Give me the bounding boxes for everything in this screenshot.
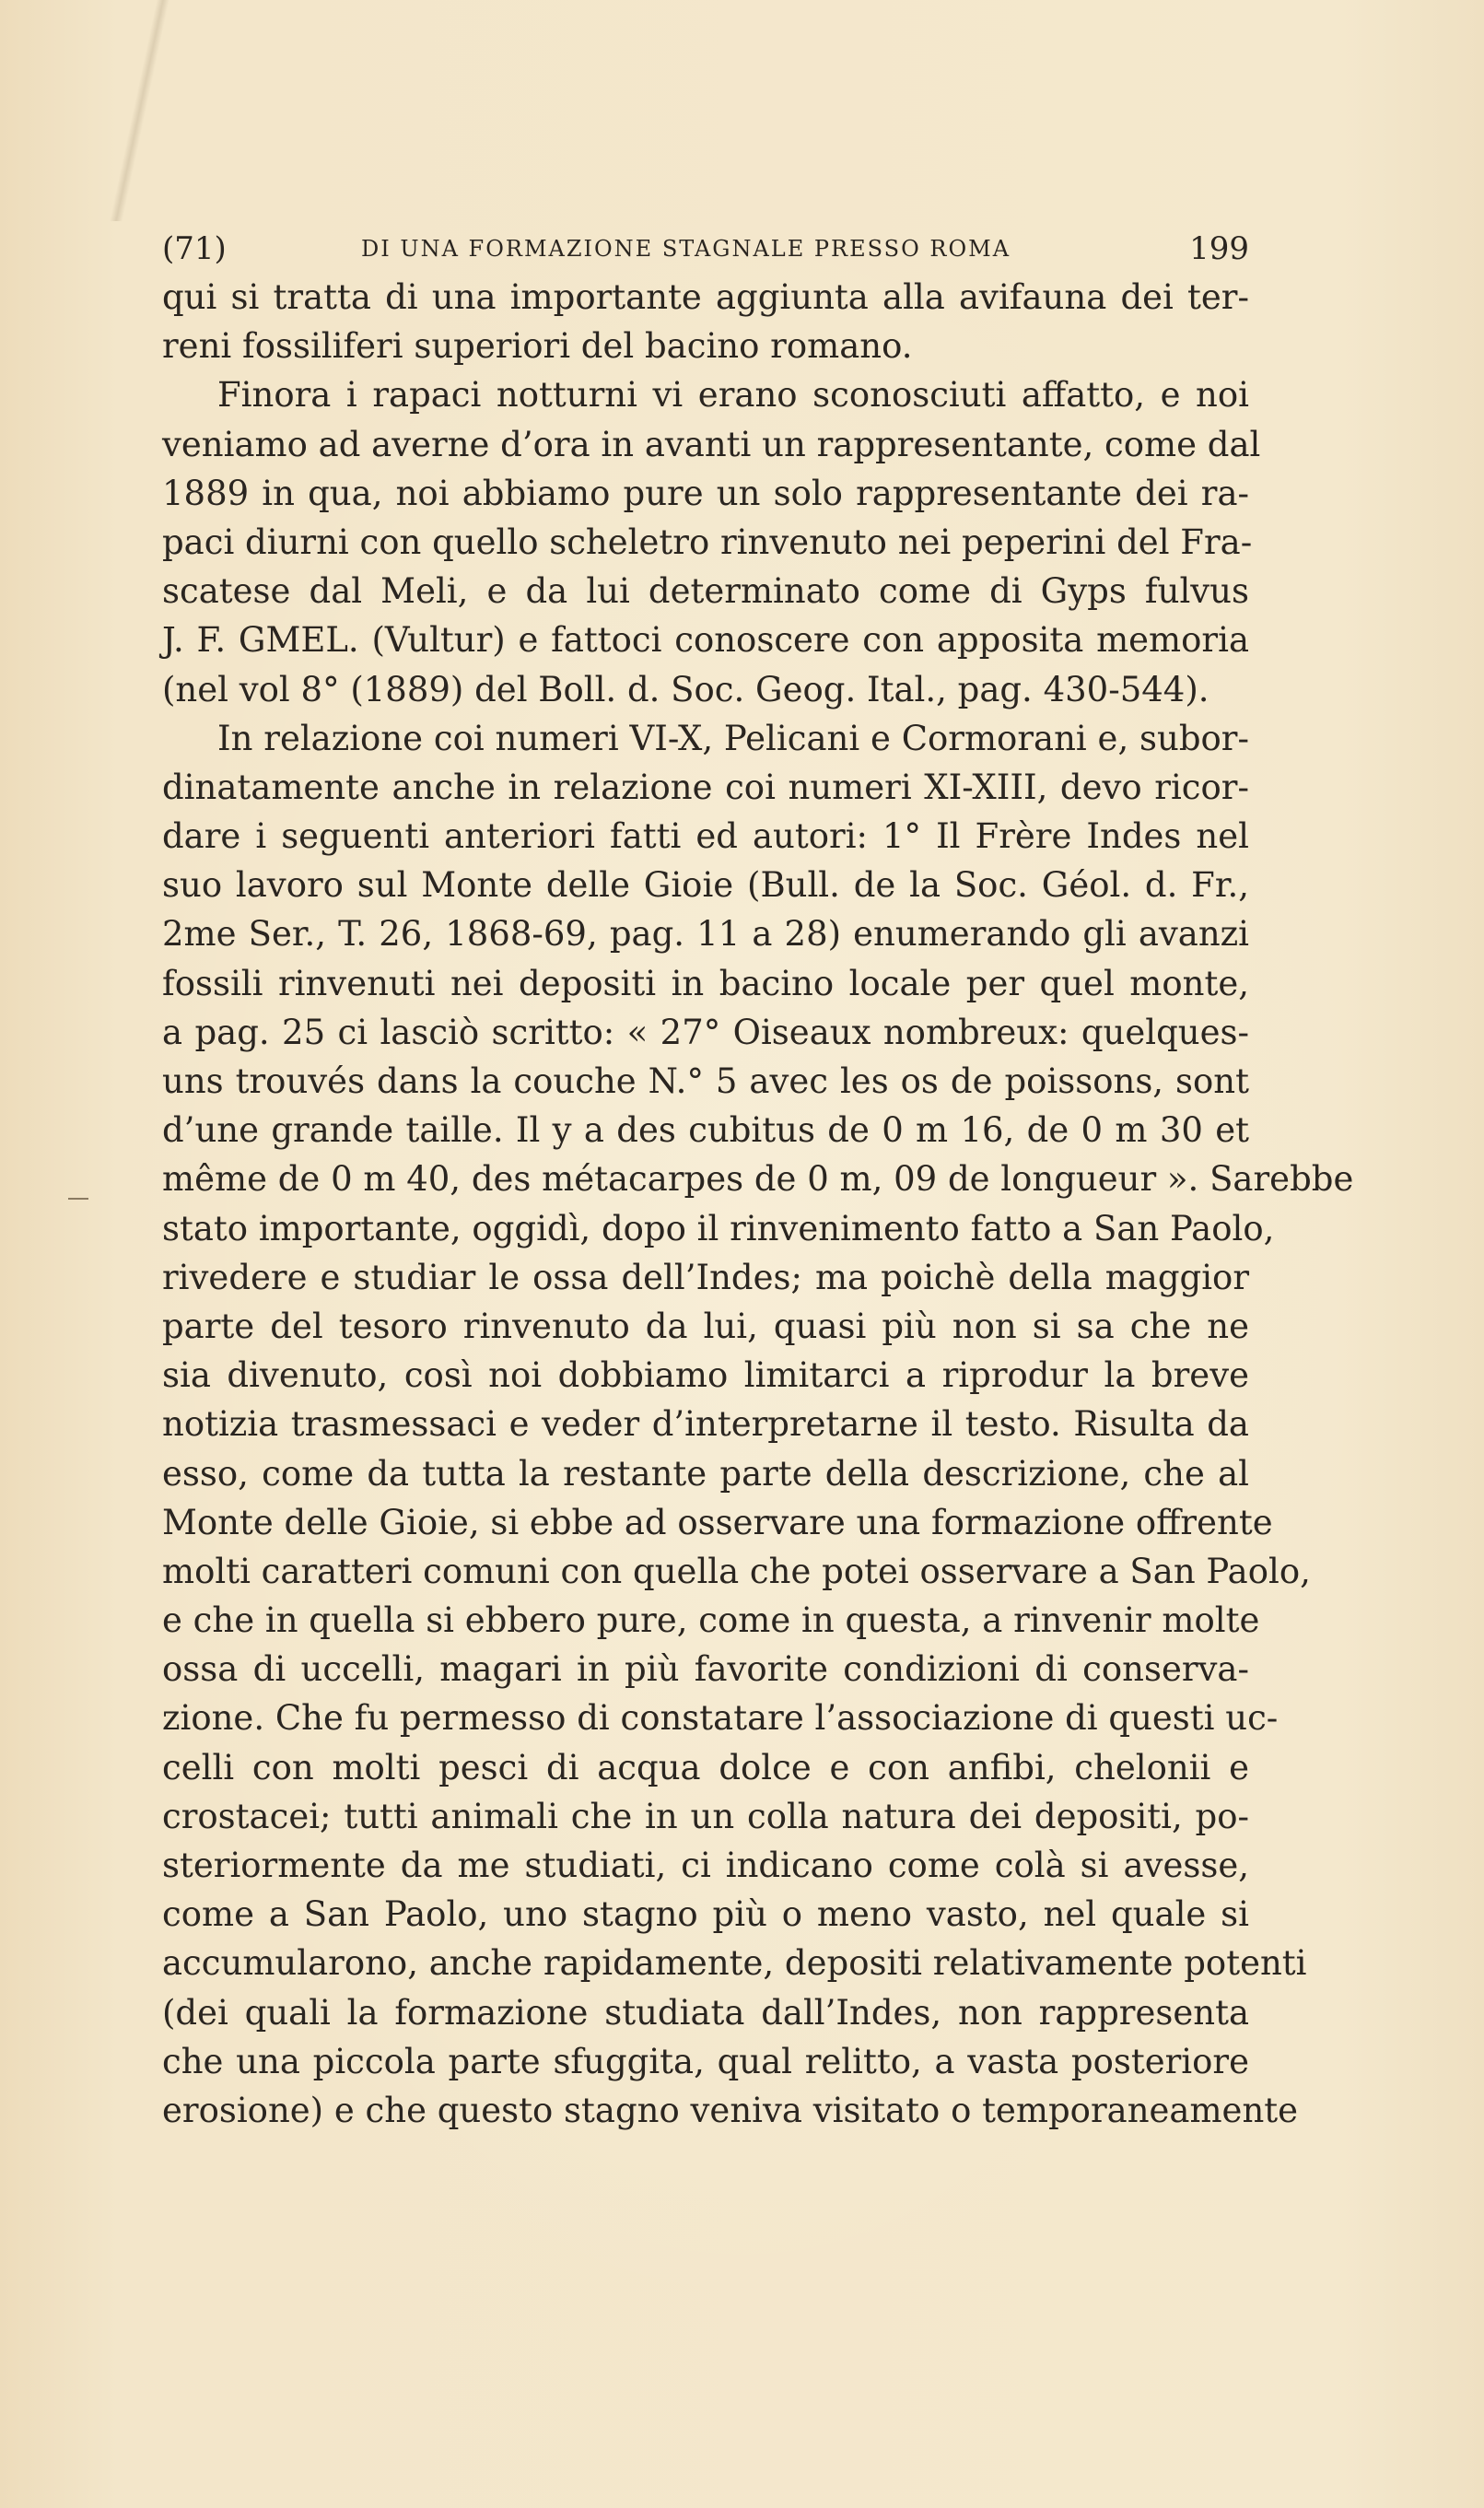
text-line: Finora i rapaci notturni vi erano sconosciuti affatto, e noi (217, 375, 1249, 416)
header-left-number: (71) (162, 230, 227, 267)
text-line: steriormente da me studiati, ci indicano come colà si avesse, (162, 1846, 1249, 1885)
text-line: molti caratteri comuni con quella che potei osservare a San Paolo, (162, 1551, 1311, 1591)
text-line: qui si tratta di una importante aggiunta alla avifauna dei ter- (162, 277, 1249, 317)
text-line: zione. Che fu permesso di constatare l’associazione di questi uc- (162, 1698, 1279, 1739)
text-line: fossili rinvenuti nei depositi in bacino locale per quel monte, (162, 963, 1249, 1003)
running-title: DI UNA FORMAZIONE STAGNALE PRESSO ROMA (361, 236, 1011, 262)
text-line: dare i seguenti anteriori fatti ed autori: 1° Il Frère Indes nel (162, 816, 1249, 857)
text-line: notizia trasmessaci e veder d’interpretarne il testo. Risulta da (162, 1404, 1249, 1445)
text-line: sia divenuto, così noi dobbiamo limitarci a riprodur la breve (162, 1355, 1249, 1396)
text-line: 1889 in qua, noi abbiamo pure un solo rappresentante dei ra- (162, 473, 1249, 513)
text-line: J. F. GMEL. (Vultur) e fattoci conoscere con apposita memoria (162, 620, 1249, 661)
text-line: scatese dal Meli, e da lui determinato come di Gyps fulvus (162, 571, 1249, 612)
text-line: stato importante, oggidì, dopo il rinvenimento fatto a San Paolo, (162, 1208, 1275, 1248)
text-line: ossa di uccelli, magari in più favorite condizioni di conserva- (162, 1649, 1249, 1690)
page-number: 199 (1189, 230, 1249, 267)
page-header (162, 230, 1249, 271)
page-fold-shadow (110, 0, 169, 221)
text-line: parte del tesoro rinvenuto da lui, quasi più non si sa che ne (162, 1306, 1249, 1346)
text-line: come a San Paolo, uno stagno più o meno vasto, nel quale si (162, 1894, 1249, 1935)
text-line: 2me Ser., T. 26, 1868-69, pag. 11 a 28) enumerando gli avanzi (162, 914, 1249, 955)
text-line: dinatamente anche in relazione coi numeri XI-XIII, devo ricor- (162, 767, 1249, 807)
text-line: veniamo ad averne d’ora in avanti un rappresentante, come dal (162, 424, 1261, 464)
text-line: (dei quali la formazione studiata dall’Indes, non rappresenta (162, 1992, 1249, 2033)
text-line: d’une grande taille. Il y a des cubitus de 0 m 16, de 0 m 30 et (162, 1110, 1249, 1151)
text-line: e che in quella si ebbero pure, come in questa, a rinvenir molte (162, 1600, 1260, 1641)
text-line: suo lavoro sul Monte delle Gioie (Bull. de la Soc. Géol. d. Fr., (162, 865, 1249, 906)
margin-dash-mark (68, 1198, 88, 1200)
body-text (162, 273, 1354, 2135)
text-line: paci diurni con quello scheletro rinvenuto nei peperini del Fra- (162, 522, 1253, 562)
text-line: accumularono, anche rapidamente, depositi relativamente potenti (162, 1943, 1307, 1984)
text-line: In relazione coi numeri VI-X, Pelicani e Cormorani e, subor- (217, 718, 1249, 758)
text-line: a pag. 25 ci lasciò scritto: « 27° Oiseaux nombreux: quelques- (162, 1012, 1249, 1052)
text-line: (nel vol 8° (1889) del Boll. d. Soc. Geog. Ital., pag. 430-544). (162, 669, 1209, 709)
text-line: crostacei; tutti animali che in un colla natura dei depositi, po- (162, 1796, 1249, 1836)
text-line: Monte delle Gioie, si ebbe ad osservare una formazione offrente (162, 1502, 1273, 1542)
text-line: uns trouvés dans la couche N.° 5 avec les os de poissons, sont (162, 1061, 1249, 1101)
text-line: rivedere e studiar le ossa dell’Indes; ma poichè della maggior (162, 1257, 1249, 1297)
text-line: celli con molti pesci di acqua dolce e con anfibi, chelonii e (162, 1747, 1249, 1787)
text-line: erosione) e che questo stagno veniva visitato o temporaneamente (162, 2090, 1299, 2130)
text-line: même de 0 m 40, des métacarpes de 0 m, 09 de longueur ». Sarebbe (162, 1159, 1354, 1200)
text-line: reni fossiliferi superiori del bacino romano. (162, 326, 913, 367)
text-line: esso, come da tutta la restante parte della descrizione, che al (162, 1453, 1249, 1494)
text-line: che una piccola parte sfuggita, qual relitto, a vasta posteriore (162, 2041, 1249, 2081)
